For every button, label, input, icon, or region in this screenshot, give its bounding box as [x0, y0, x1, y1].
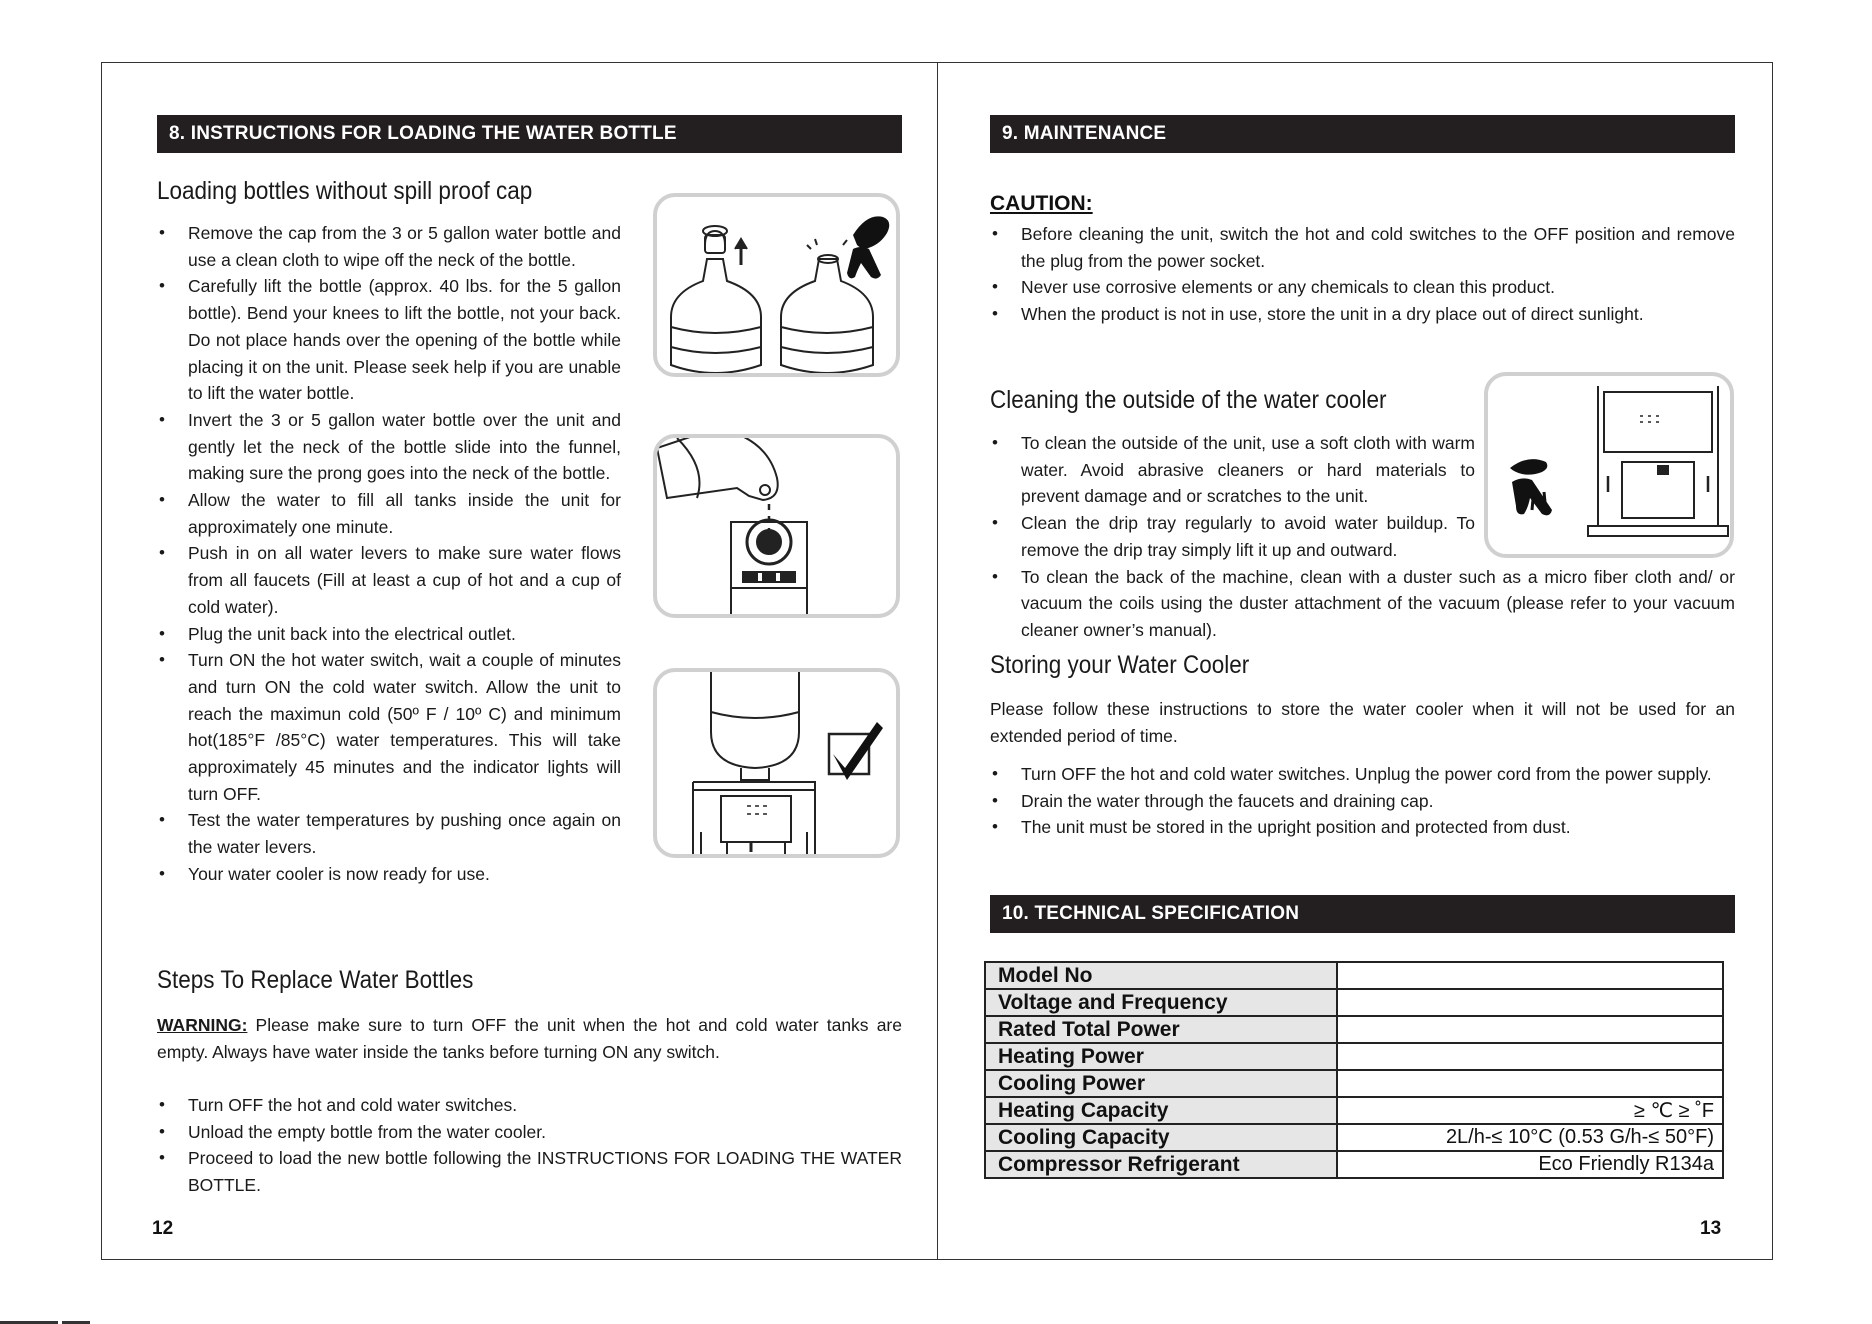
loading-step: • Carefully lift the bottle (approx. 40 lbs. for the 5 gallon bottle). Bend your knees to lift the bottle, not your back. Do not place hands over the opening of the bottle while placing it on the unit. Please seek help if you are unable to lift the water bottle.: [157, 273, 621, 407]
warning-text: Please make sure to turn OFF the unit when the hot and cold water tanks are empty. Always have water inside the tanks before turning ON any switch.: [157, 1015, 902, 1062]
spec-label: Compressor Refrigerant: [985, 1151, 1337, 1178]
spec-row: [985, 1151, 1723, 1178]
section-8-title: 8. INSTRUCTIONS FOR LOADING THE WATER BOTTLE: [157, 115, 902, 153]
warning-paragraph: [157, 1012, 902, 1065]
spec-row: [985, 989, 1723, 1016]
spec-label: Rated Total Power: [985, 1016, 1337, 1043]
spec-label: Cooling Capacity: [985, 1124, 1337, 1151]
cleaning-item: • To clean the outside of the unit, use a soft cloth with warm water. Avoid abrasive cleaners or hard materials to prevent damage and or scratches to the unit.: [990, 430, 1475, 510]
caution-item: • When the product is not in use, store the unit in a dry place out of direct sunlight.: [990, 301, 1735, 328]
loading-step: • Remove the cap from the 3 or 5 gallon water bottle and use a clean cloth to wipe off the neck of the bottle.: [157, 220, 621, 273]
cloth-hand-icon: [1488, 376, 1734, 558]
caution-item: • Before cleaning the unit, switch the hot and cold switches to the OFF position and remove the plug from the power socket.: [990, 221, 1735, 274]
spec-row: [985, 1070, 1723, 1097]
spec-row: [985, 962, 1723, 989]
storing-item: • Drain the water through the faucets and draining cap.: [990, 788, 1735, 815]
spec-value: [1337, 1016, 1723, 1043]
spec-table: [984, 961, 1724, 1179]
storing-intro: Please follow these instructions to store the water cooler when it will not be used for an extended period of time.: [990, 699, 1735, 746]
spec-label: Cooling Power: [985, 1070, 1337, 1097]
bottle-invert-illustration: [653, 434, 900, 618]
spec-row: [985, 1043, 1723, 1070]
replace-step: • Turn OFF the hot and cold water switches.: [157, 1092, 902, 1119]
replace-step: • Unload the empty bottle from the water cooler.: [157, 1119, 902, 1146]
cooler-cleaning-illustration: [1484, 372, 1734, 558]
spec-value: [1337, 1070, 1723, 1097]
spec-row: [985, 1016, 1723, 1043]
caution-item: • Never use corrosive elements or any chemicals to clean this product.: [990, 274, 1735, 301]
replace-heading: Steps To Replace Water Bottles: [157, 966, 474, 994]
cleaning-heading: Cleaning the outside of the water cooler: [990, 386, 1387, 414]
spec-label: Voltage and Frequency: [985, 989, 1337, 1016]
loading-steps-list: [157, 220, 621, 888]
loading-step: • Invert the 3 or 5 gallon water bottle over the unit and gently let the neck of the bottle slide into the funnel, making sure the prong goes into the neck of the bottle.: [157, 407, 621, 487]
installed-cooler-icon: [657, 672, 900, 858]
section-9-title: 9. MAINTENANCE: [990, 115, 1735, 153]
loading-step: • Push in on all water levers to make sure water flows from all faucets (Fill at least a cup of hot and a cup of cold water).: [157, 540, 621, 620]
page-number-left: 12: [152, 1218, 174, 1239]
replace-step: • Proceed to load the new bottle following the INSTRUCTIONS FOR LOADING THE WATER BOTTLE.: [157, 1145, 902, 1198]
spec-row: [985, 1097, 1723, 1124]
bottles-icon: [657, 197, 900, 377]
loading-step: • Your water cooler is now ready for use.: [157, 861, 621, 888]
caution-list: [990, 221, 1735, 328]
loading-heading: Loading bottles without spill proof cap: [157, 177, 533, 205]
section-10-title: 10. TECHNICAL SPECIFICATION: [990, 895, 1735, 933]
right-page: [938, 62, 1773, 1260]
spec-value: ≥ ℃ ≥ ˚F: [1337, 1097, 1723, 1124]
storing-item: • The unit must be stored in the upright position and protected from dust.: [990, 814, 1735, 841]
storing-list: [990, 761, 1735, 841]
warning-label: WARNING:: [157, 1015, 248, 1035]
caution-label: CAUTION:: [990, 192, 1093, 215]
spec-value: Eco Friendly R134a: [1337, 1151, 1723, 1178]
spec-label: Heating Capacity: [985, 1097, 1337, 1124]
replace-steps-list: [157, 1092, 902, 1199]
loading-step: • Allow the water to fill all tanks inside the unit for approximately one minute.: [157, 487, 621, 540]
cleaning-item: • To clean the back of the machine, clean with a duster such as a micro fiber cloth and/ or vacuum the coils using the duster attachment of the vacuum (please refer to your vacuum cleaner owner’s manual).: [990, 564, 1735, 644]
spec-label: Model No: [985, 962, 1337, 989]
storing-heading: Storing your Water Cooler: [990, 651, 1250, 679]
spec-label: Heating Power: [985, 1043, 1337, 1070]
loading-step: • Plug the unit back into the electrical outlet.: [157, 621, 621, 648]
loading-step: • Test the water temperatures by pushing once again on the water levers.: [157, 807, 621, 860]
loading-step: • Turn ON the hot water switch, wait a couple of minutes and turn ON the cold water switch. Allow the unit to reach the maximun cold (50º F / 10º C) and minimum hot(185°F /85°C) water temperatures. This will take approximately 45 minutes and the indicator lights will turn OFF.: [157, 647, 621, 807]
spec-value: [1337, 989, 1723, 1016]
bottle-uncap-illustration: [653, 193, 900, 377]
storing-item: • Turn OFF the hot and cold water switches. Unplug the power cord from the power supply.: [990, 761, 1735, 788]
spec-value: 2L/h-≤ 10°C (0.53 G/h-≤ 50°F): [1337, 1124, 1723, 1151]
bottle-installed-illustration: [653, 668, 900, 858]
left-page: [101, 62, 937, 1260]
spec-value: [1337, 962, 1723, 989]
spec-row: [985, 1124, 1723, 1151]
cleaning-item: • Clean the drip tray regularly to avoid water buildup. To remove the drip tray simply lift it up and outward.: [990, 510, 1475, 563]
spec-value: [1337, 1043, 1723, 1070]
page-number-right: 13: [1700, 1218, 1722, 1239]
cooler-funnel-icon: [657, 438, 900, 618]
